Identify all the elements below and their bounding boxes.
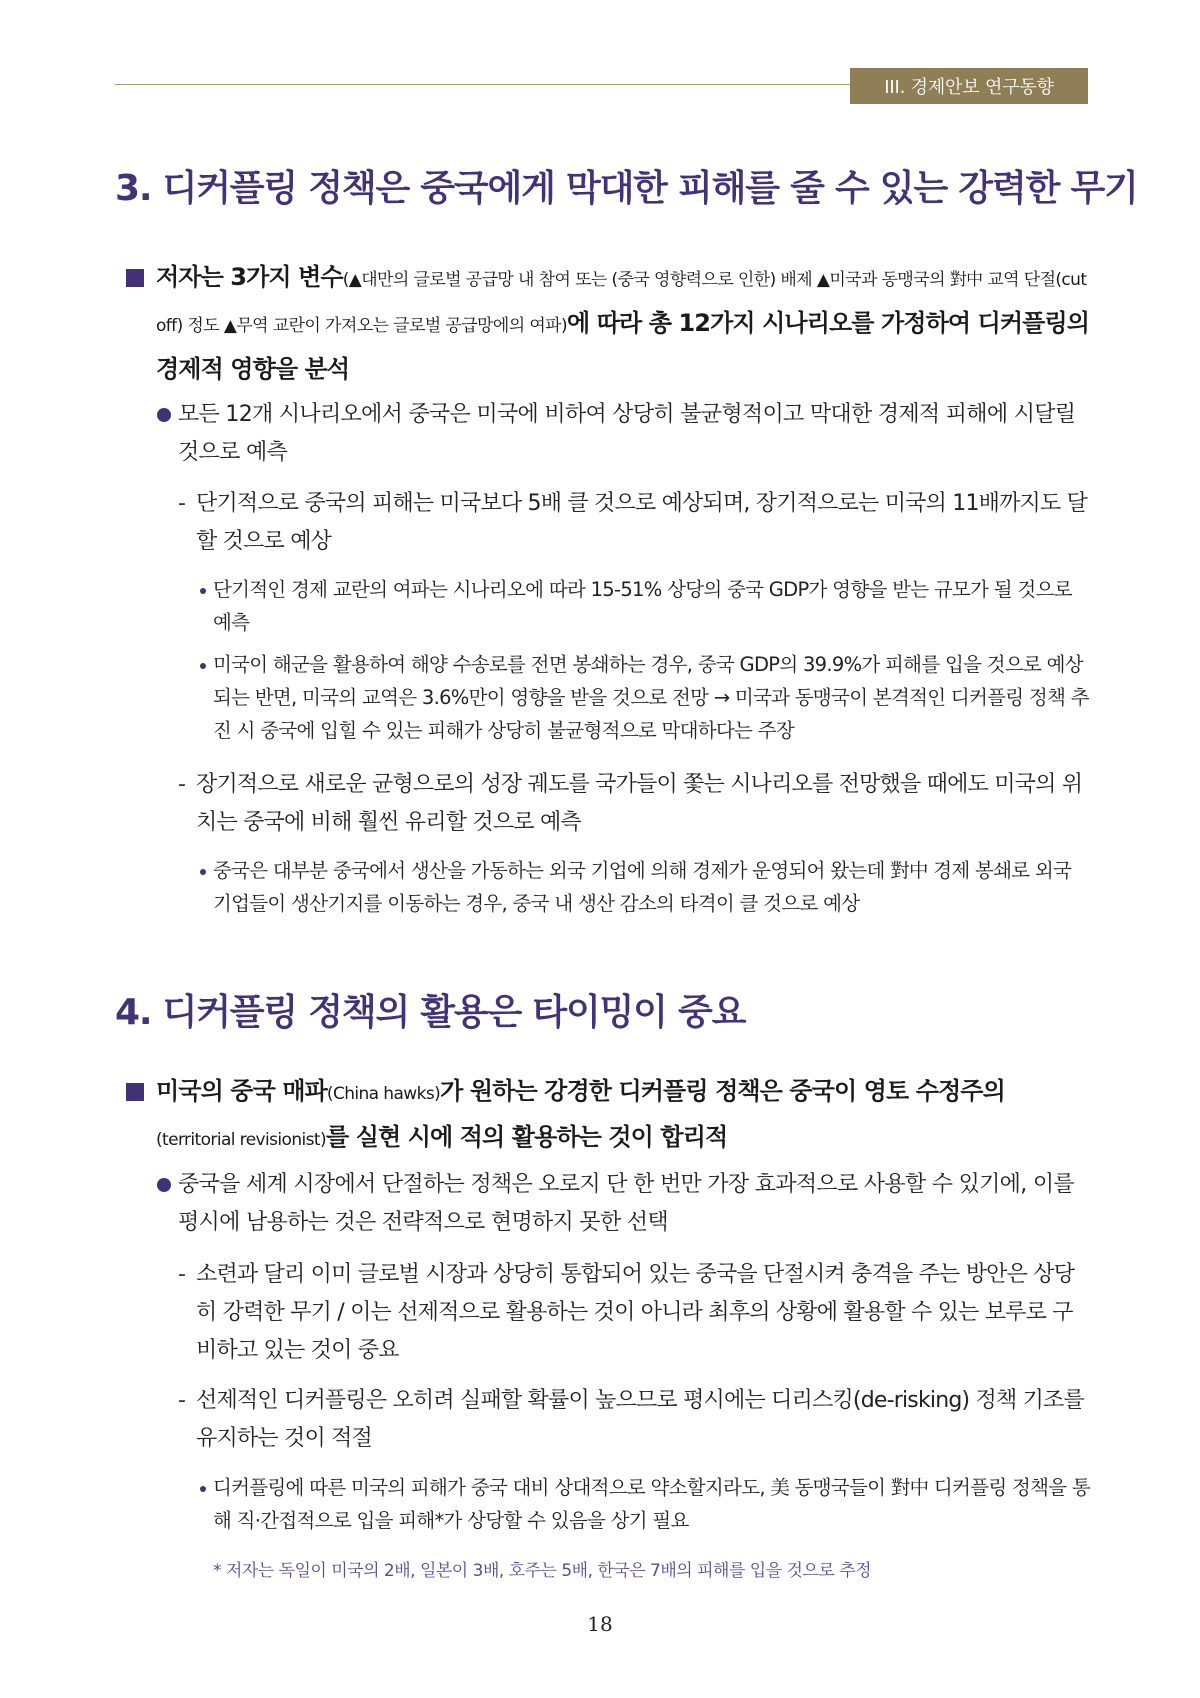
section-header-tag: III. 경제안보 연구동향	[850, 68, 1088, 104]
section-3-bullet: 모든 12개 시나리오에서 중국은 미국에 비하여 상당히 불균형적이고 막대한 경제적 피해에 시달릴 것으로 예측	[178, 402, 1076, 465]
section-3-sub-1-item-1: 단기적인 경제 교란의 여파는 시나리오에 따라 15-51% 상당의 중국 GDP가 영향을 받는 규모가 될 것으로 예측	[213, 578, 1072, 634]
section-4-lead: 미국의 중국 매파(China hawks)가 원하는 강경한 디커플링 정책은 중국이 영토 수정주의 (territorial revisionist)를 실현 시에 적의 활용하는 것이 합리적	[156, 1077, 1005, 1151]
dot-bullet-icon	[200, 663, 206, 669]
section-4-bullet: 중국을 세계 시장에서 단절하는 정책은 오로지 단 한 번만 가장 효과적으로 사용할 수 있기에, 이를 평시에 남용하는 것은 전략적으로 현명하지 못한 선택	[178, 1172, 1074, 1235]
section-3-sub-2-item-1: 중국은 대부분 중국에서 생산을 가동하는 외국 기업에 의해 경제가 운영되어 왔는데 對中 경제 봉쇄로 외국 기업들이 생산기지를 이동하는 경우, 중국 내 생산 감소의 타격이 클 것으로 예상	[213, 859, 1072, 915]
circle-bullet-icon	[157, 1178, 171, 1192]
dash-marker: -	[178, 1388, 186, 1413]
section-3-sub-1-item-2: 미국이 해군을 활용하여 해양 수송로를 전면 봉쇄하는 경우, 중국 GDP의 39.9%가 피해를 입을 것으로 예상되는 반면, 미국의 교역은 3.6%만이 영향을 받을 것으로 전망 → 미국과 동맹국이 본격적인 디커플링 정책 추진 시 중국에 입힐 수 있는 피해가 상당히 불균형적으로 막대하다는 주장	[213, 653, 1089, 742]
square-bullet-icon	[126, 269, 144, 287]
footnote: * 저자는 독일이 미국의 2배, 일본이 3배, 호주는 5배, 한국은 7배의 피해를 입을 것으로 추정	[213, 1561, 872, 1581]
section-4-sub-2: 선제적인 디커플링은 오히려 실패할 확률이 높으므로 평시에는 디리스킹(de-risking) 정책 기조를 유지하는 것이 적절	[196, 1388, 1084, 1451]
dash-marker: -	[178, 1262, 186, 1287]
dash-marker: -	[178, 491, 186, 516]
section-4-title: 4. 디커플링 정책의 활용은 타이밍이 중요	[115, 992, 746, 1033]
dash-marker: -	[178, 772, 186, 797]
circle-bullet-icon	[157, 408, 171, 422]
section-3-sub-2: 장기적으로 새로운 균형으로의 성장 궤도를 국가들이 쫓는 시나리오를 전망했을 때에도 미국의 위치는 중국에 비해 훨씬 유리할 것으로 예측	[196, 772, 1083, 835]
section-4-sub-1: 소련과 달리 이미 글로벌 시장과 상당히 통합되어 있는 중국을 단절시켜 충격을 주는 방안은 상당히 강력한 무기 / 이는 선제적으로 활용하는 것이 아니라 최후의 상황에 활용할 수 있는 보루로 구비하고 있는 것이 중요	[196, 1262, 1075, 1363]
section-3-lead: 저자는 3가지 변수(▲대만의 글로벌 공급망 내 참여 또는 (중국 영향력으로 인한) 배제 ▲미국과 동맹국의 對中 교역 단절(cut off) 정도 ▲무역 교란이 가져오는 글로벌 공급망에의 여파)에 따라 총 12가지 시나리오를 가정하여 디커플링의 경제적 영향을 분석	[156, 263, 1090, 383]
dot-bullet-icon	[200, 588, 206, 594]
section-4-sub-2-item-1: 디커플링에 따른 미국의 피해가 중국 대비 상대적으로 약소할지라도, 美 동맹국들이 對中 디커플링 정책을 통해 직·간접적으로 입을 피해*가 상당할 수 있음을 상기 필요	[213, 1476, 1090, 1532]
page-number: 18	[587, 1612, 613, 1636]
dot-bullet-icon	[200, 1486, 206, 1492]
section-3-title: 3. 디커플링 정책은 중국에게 막대한 피해를 줄 수 있는 강력한 무기	[115, 168, 1138, 209]
dot-bullet-icon	[200, 869, 206, 875]
section-3-sub-1: 단기적으로 중국의 피해는 미국보다 5배 클 것으로 예상되며, 장기적으로는 미국의 11배까지도 달할 것으로 예상	[196, 491, 1088, 554]
square-bullet-icon	[126, 1083, 144, 1101]
